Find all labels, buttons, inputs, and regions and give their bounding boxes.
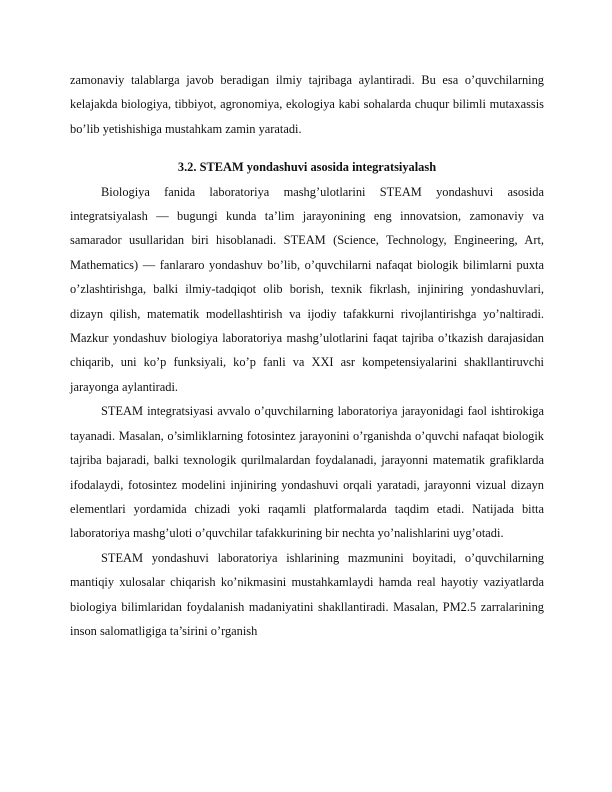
body-paragraph-3: STEAM yondashuvi laboratoriya ishlarining mazmunini boyitadi, o’quvchilarning mantiqiy xulosalar chiqarish ko’nikmasini mustahkamlaydi hamda real hayotiy vaziyatlarda biologiya bilimlaridan foydalanish madaniyatini shakllantiradi. Masalan, PM2.5 zarralarining inson salomatligiga ta’sirini o’rganish — [70, 550, 544, 638]
body-paragraph-2: STEAM integratsiyasi avvalo o’quvchilarning laboratoriya jarayonidagi faol ishtirokiga tayanadi. Masalan, o’simliklarning fotosintez jarayonini o’rganishda o’quvchi nafaqat biologik tajriba bajaradi, balki texnologik qurilmalardan foydalanadi, jarayonni matematik grafiklarda ifodalaydi, fotosintez modelini injiniring yondashuvi orqali yaratadi, jarayonni vizual dizayn elementlari yordamida chizadi yoki raqamli platformalarda taqdim etadi. Natijada bitta laboratoriya mashg’uloti o’quvchilar tafakkurining bir nechta yo’nalishlarini uyg’otadi. — [70, 404, 544, 541]
intro-paragraph: zamonaviy talablarga javob beradigan ilmiy tajribaga aylantiradi. Bu esa o’quvchilarning kelajakda biologiya, tibbiyot, agronomiya, ekologiya kabi sohalarda chuqur bilimli mutaxassis bo’lib yetishishiga mustahkam zamin yaratadi. — [70, 73, 544, 136]
section-heading: 3.2. STEAM yondashuvi asosida integratsiyalash — [177, 160, 437, 175]
document-page — [70, 68, 544, 643]
body-paragraph-1: Biologiya fanida laboratoriya mashg’ulotlarini STEAM yondashuvi asosida integratsiyalash — bugungi kunda ta’lim jarayonining eng innovatsion, zamonaviy va samarador usullaridan biri hisoblanadi. STEAM (Science, Technology, Engineering, Art, Mathematics) — fanlararo yondashuv bo’lib, o’quvchilarni nafaqat biologik bilimlarni puxta o’zlashtirishga, balki ilmiy-tadqiqot olib borish, texnik fikrlash, injiniring yondashuvlari, dizayn qilish, matematik modellashtirish va ijodiy tafakkurni rivojlantirishga yo’naltiradi. Mazkur yondashuv biologiya laboratoriya mashg’ulotlarini faqat tajriba o’tkazish darajasidan chiqarib, uni ko’p funksiyali, ko’p fanli va XXI asr kompetensiyalarini shakllantiruvchi jarayonga aylantiradi. — [70, 184, 544, 394]
